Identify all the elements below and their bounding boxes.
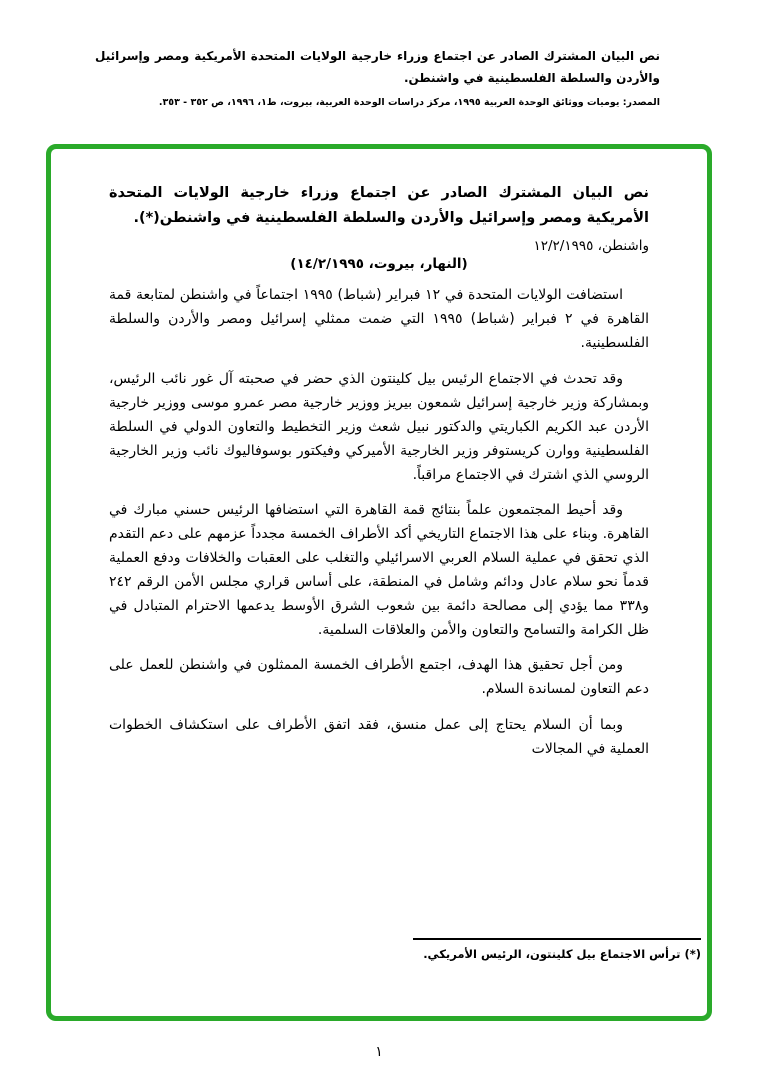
statement-paragraph-5: وبما أن السلام يحتاج إلى عمل منسق، فقد اتفق الأطراف على استكشاف الخطوات العملية في المجالات (109, 716, 649, 757)
statement-content (51, 149, 707, 761)
header-source-line: المصدر: يوميات ووثائق الوحدة العربية ١٩٩٥، مركز دراسات الوحدة العربية، بيروت، ط١، ١٩٩٦، ص ٣٥٢ - ٣٥٣. (158, 97, 660, 109)
header-title: نص البيان المشترك الصادر عن اجتماع وزراء خارجية الولايات المتحدة الأمريكية ومصر وإسرائيل والأردن والسلطة الفلسطينية في واشنطن. (95, 49, 660, 85)
statement-paragraph-2: وقد تحدث في الاجتماع الرئيس بيل كلينتون الذي حضر في صحبته آل غور نائب الرئيس، وبمشاركة وزير خارجية إسرائيل شمعون بيريز ووزير خارجية مصر عمرو موسى ووزير خارجية الأردن عبد الكريم الكباريتي والدكتور نبيل شعث وزير التخطيط والتعاون الدولي في السلطة الفلسطينية ووارن كريستوفر وزير الخارجية الأميركي وفيكتور بوسوفاليوك نائب وزير الخارجية الروسي الذي اشترك في الاجتماع مراقباً. (109, 370, 649, 483)
statement-dateline: واشنطن، ١٢/٢/١٩٩٥ (533, 238, 649, 255)
page-header (95, 46, 660, 108)
footnote (413, 938, 701, 961)
statement-newspaper-ref: (النهار، بيروت، ١٤/٢/١٩٩٥) (290, 256, 468, 273)
statement-paragraph-1: استضافت الولايات المتحدة في ١٢ فبراير (شباط) ١٩٩٥ اجتماعاً في واشنطن لمتابعة قمة القاهرة في ٢ فبراير (شباط) ١٩٩٥ التي ضمت ممثلي إسرائيل ومصر والأردن والسلطة الفلسطينية. (109, 287, 649, 352)
page-number: ١ (375, 1044, 383, 1060)
statement-box (46, 144, 712, 1021)
statement-title: نص البيان المشترك الصادر عن اجتماع وزراء خارجية الولايات المتحدة الأمريكية ومصر وإسرائيل والأردن والسلطة الفلسطينية في واشنطن(*). (109, 185, 649, 226)
statement-paragraph-3: وقد أحيط المجتمعون علماً بنتائج قمة القاهرة التي استضافها الرئيس حسني مبارك في القاهرة. وبناء على هذا الاجتماع التاريخي أكد الأطراف الخمسة مجدداً عزمهم على دعم التقدم الذي تحقق في عملية السلام العربي الاسرائيلي والتغلب على العقبات والخلافات ودفع العملية قدماً نحو سلام عادل ودائم وشامل في المنطقة، على أساس قراري مجلس الأمن الرقم ٢٤٢ و٣٣٨ مما يؤدي إلى مصالحة دائمة بين شعوب الشرق الأوسط يدعمها الاحترام المتبادل في ظل الكرامة والتسامح والتعاون والأمن والعلاقات السلمية. (109, 501, 649, 639)
statement-paragraph-4: ومن أجل تحقيق هذا الهدف، اجتمع الأطراف الخمسة الممثلون في واشنطن للعمل على دعم التعاون لمساندة السلام. (109, 657, 649, 698)
footnote-text: (*) ترأس الاجتماع بيل كلينتون، الرئيس الأمريكي. (423, 947, 701, 961)
